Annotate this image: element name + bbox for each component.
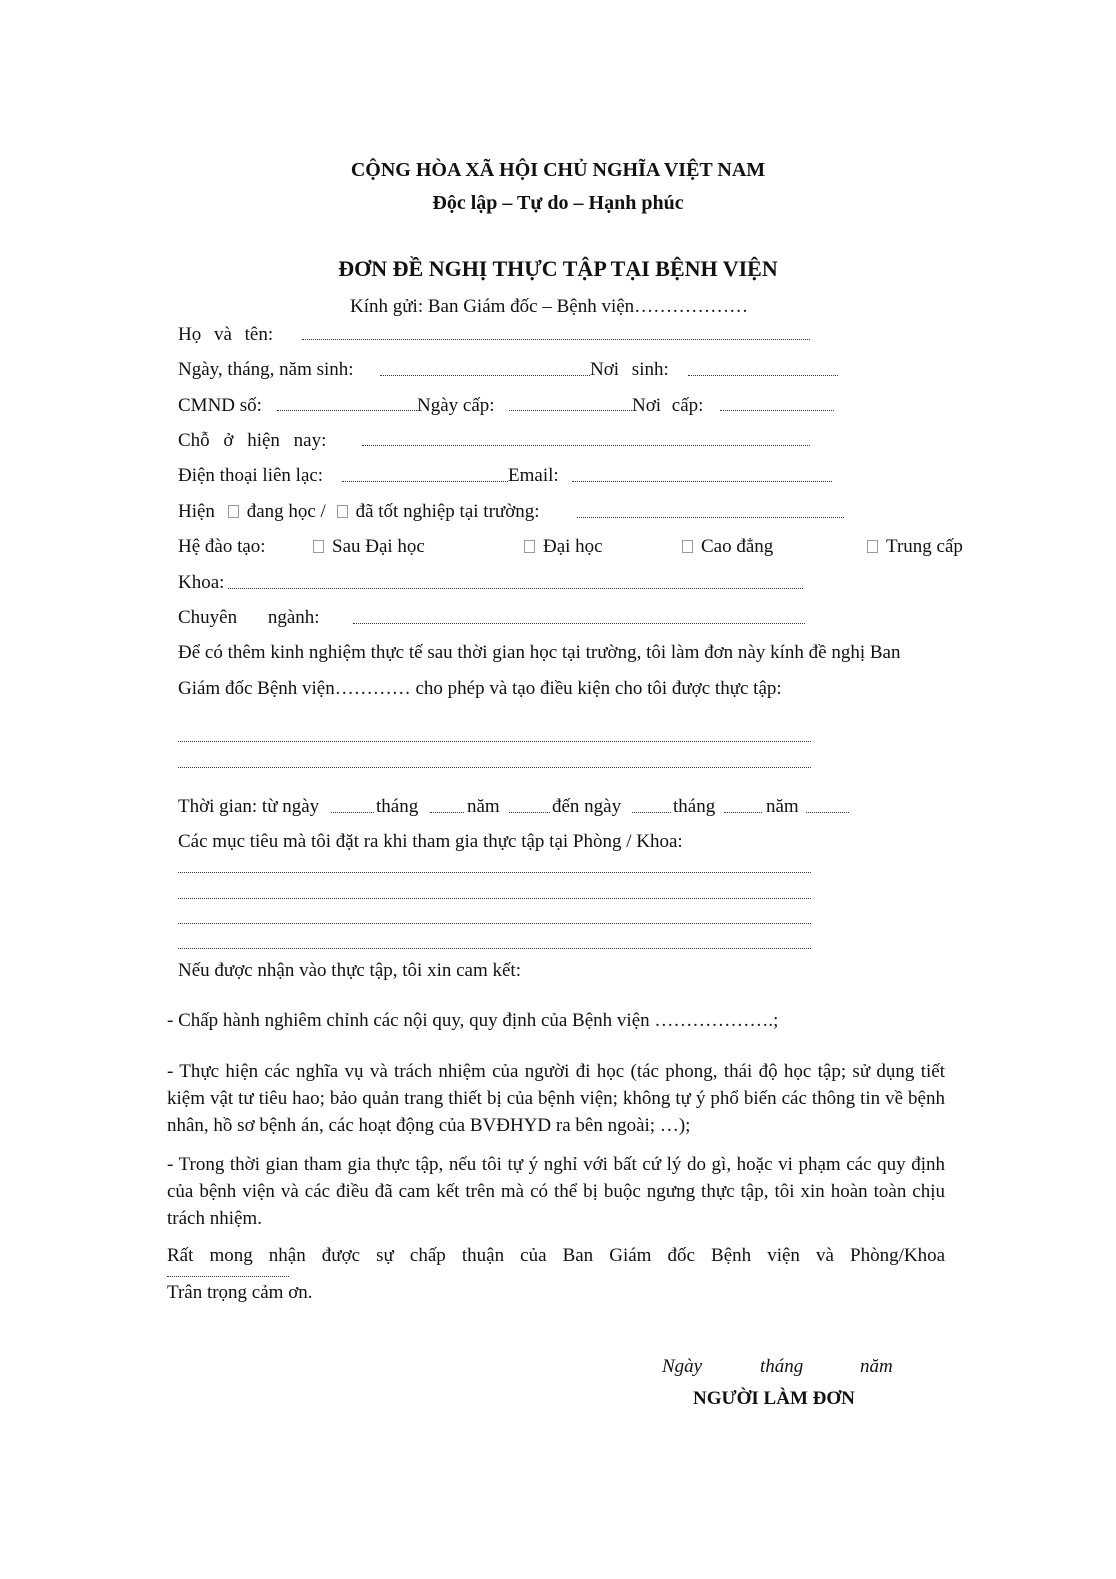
goals-blank-line-4[interactable] (178, 948, 811, 949)
school-field[interactable] (577, 517, 844, 518)
issue-date-label: Ngày cấp: (417, 395, 495, 416)
period-to-label: đến ngày (552, 796, 622, 817)
birth-date-field[interactable] (380, 375, 590, 376)
residence-field[interactable] (362, 445, 810, 446)
period-year-label: năm (467, 796, 500, 817)
phone-label: Điện thoại liên lạc: (178, 465, 324, 486)
signature-day-label: Ngày (662, 1356, 703, 1377)
postgraduate-checkbox[interactable] (313, 540, 324, 553)
request-blank-line-2[interactable] (178, 767, 811, 768)
national-motto: Độc lập – Tự do – Hạnh phúc (432, 192, 684, 214)
college-checkbox[interactable] (682, 540, 693, 553)
request-blank-line-1[interactable] (178, 741, 811, 742)
period-to-month-field[interactable] (724, 812, 762, 813)
training-label: Hệ đào tạo: (178, 536, 266, 557)
commitment-2: - Thực hiện các nghĩa vụ và trách nhiệm của người đi học (tác phong, thái độ học tập; sử dụng tiết kiệm vật tư tiêu hao; bảo quản trang thiết bị của bệnh viện; không tự ý phổ biến các thông tin về bệnh nhân, hồ sơ bệnh án, các hoạt động của BVĐHYD ra bên ngoài; …); (167, 1061, 945, 1136)
period-year2-label: năm (766, 796, 799, 817)
period-to-day-field[interactable] (632, 812, 671, 813)
university-checkbox[interactable] (524, 540, 535, 553)
commitment-3: - Trong thời gian tham gia thực tập, nếu tôi tự ý nghỉ với bất cứ lý do gì, hoặc vi phạm các quy định của bệnh viện và các điều đã cam kết trên mà có thể bị buộc ngưng thực tập, tôi xin hoàn toàn chịu trách nhiệm. (167, 1154, 945, 1229)
studying-checkbox[interactable] (228, 505, 239, 518)
department-field[interactable] (167, 1276, 289, 1277)
period-from-label: Thời gian: từ ngày (178, 796, 320, 817)
signature-month-label: tháng (760, 1356, 804, 1377)
status-studying-label: đang học / (246, 501, 326, 522)
email-field[interactable] (572, 481, 832, 482)
goals-blank-line-1[interactable] (178, 872, 811, 873)
country-name: CỘNG HÒA XÃ HỘI CHỦ NGHĨA VIỆT NAM (350, 159, 766, 181)
training-option-college[interactable]: Cao đẳng (682, 536, 773, 559)
goals-label: Các mục tiêu mà tôi đặt ra khi tham gia thực tập tại Phòng / Khoa: (178, 831, 683, 852)
issue-place-label: Nơi cấp: (632, 395, 704, 416)
request-line-2: Giám đốc Bệnh viện………… cho phép và tạo điều kiện cho tôi được thực tập: (178, 678, 782, 699)
id-number-label: CMND số: (178, 395, 262, 416)
thanks-line: Trân trọng cảm ơn. (167, 1282, 313, 1303)
birth-place-label: Nơi sinh: (590, 359, 669, 380)
full-name-label: Họ và tên: (178, 324, 274, 345)
status-graduated-label: đã tốt nghiệp tại trường: (355, 501, 540, 522)
faculty-label: Khoa: (178, 572, 225, 593)
recipient-line: Kính gửi: Ban Giám đốc – Bệnh viện……………… (350, 296, 749, 317)
period-from-day-field[interactable] (331, 812, 374, 813)
residence-label: Chỗ ở hiện nay: (178, 430, 327, 451)
commitment-1: - Chấp hành nghiêm chỉnh các nội quy, quy định của Bệnh viện ……………….; (167, 1010, 779, 1031)
issue-date-field[interactable] (509, 410, 632, 411)
training-option-university[interactable]: Đại học (524, 536, 603, 559)
vocational-checkbox[interactable] (867, 540, 878, 553)
faculty-field[interactable] (228, 588, 803, 589)
period-to-year-field[interactable] (806, 812, 849, 813)
period-from-month-field[interactable] (430, 812, 464, 813)
birth-place-field[interactable] (688, 375, 838, 376)
request-line-1: Để có thêm kinh nghiệm thực tế sau thời gian học tại trường, tôi làm đơn này kính đề nghị Ban (178, 642, 901, 663)
signer-title: NGƯỜI LÀM ĐƠN (693, 1388, 855, 1409)
period-month-label: tháng (376, 796, 419, 817)
status-row (178, 501, 540, 524)
period-month2-label: tháng (673, 796, 716, 817)
major-label: Chuyên ngành: (178, 607, 320, 628)
signature-year-label: năm (860, 1356, 893, 1377)
issue-place-field[interactable] (720, 410, 834, 411)
training-option-vocational[interactable]: Trung cấp (867, 536, 963, 559)
email-label: Email: (508, 465, 559, 486)
graduated-checkbox[interactable] (337, 505, 348, 518)
training-option-postgraduate[interactable]: Sau Đại học (313, 536, 425, 559)
full-name-field[interactable] (302, 339, 810, 340)
major-field[interactable] (353, 623, 805, 624)
id-number-field[interactable] (277, 410, 417, 411)
goals-blank-line-3[interactable] (178, 923, 811, 924)
hope-line: Rất mong nhận được sự chấp thuận của Ban Giám đốc Bệnh viện và Phòng/Khoa (167, 1245, 945, 1266)
document-title: ĐƠN ĐỀ NGHỊ THỰC TẬP TẠI BỆNH VIỆN (338, 256, 778, 281)
status-prefix: Hiện (178, 501, 215, 522)
commit-intro: Nếu được nhận vào thực tập, tôi xin cam kết: (178, 960, 521, 981)
period-from-year-field[interactable] (509, 812, 550, 813)
goals-blank-line-2[interactable] (178, 898, 811, 899)
phone-field[interactable] (342, 481, 508, 482)
birth-date-label: Ngày, tháng, năm sinh: (178, 359, 354, 380)
